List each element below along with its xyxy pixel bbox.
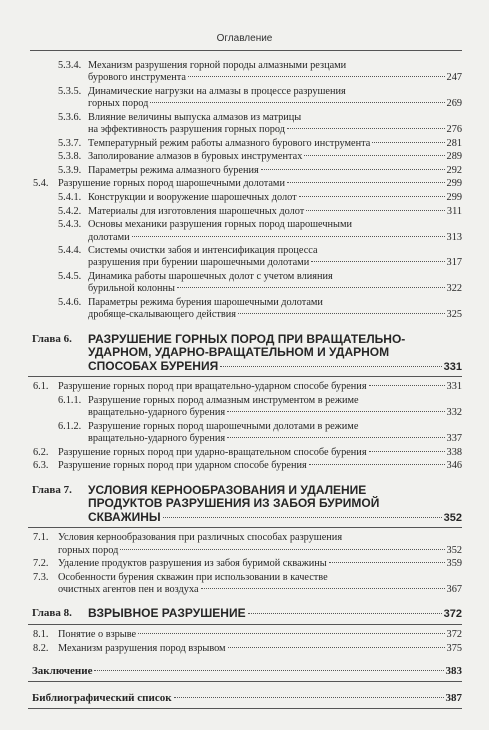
running-head: Оглавление (216, 33, 273, 44)
dot-leader (227, 436, 444, 438)
toc-entry (28, 271, 462, 296)
toc-entry-title: Разрушение горных пород при вращательно-ударном способе бурения (58, 381, 367, 393)
toc-page-number: 269 (446, 98, 462, 110)
dot-leader (228, 646, 445, 648)
toc-entry-line (88, 309, 462, 321)
toc-entry (28, 460, 462, 472)
toc-entry (28, 572, 462, 597)
dot-leader (238, 312, 445, 314)
toc-page-number: 372 (446, 629, 462, 640)
toc-entry-line (58, 178, 462, 190)
dot-leader (287, 127, 445, 129)
toc-entry-line (88, 360, 462, 375)
toc-entry-line (88, 607, 462, 622)
toc-entry-number: 7.3. (33, 571, 49, 583)
toc-entry-title: Заключение (32, 664, 93, 677)
toc-entry-title: СПОСОБАХ БУРЕНИЯ (88, 358, 219, 373)
toc-entry (28, 151, 462, 163)
toc-entry-title: ПРОДУКТОВ РАЗРУШЕНИЯ ИЗ ЗАБОЯ БУРИМОЙ (88, 496, 380, 511)
dot-leader (132, 235, 445, 237)
toc-entry-title: долотами (88, 231, 130, 243)
toc-entry-title: Системы очистки забоя и интенсификация процесса (88, 245, 318, 257)
toc-backmatter (28, 661, 462, 682)
toc-page-number: 313 (446, 231, 462, 243)
dot-leader (150, 101, 444, 103)
toc-entry-line (88, 333, 462, 347)
toc-entry-title: Материалы для изготовления шарошечных долот (88, 205, 305, 217)
toc-entry-title: Динамические нагрузки на алмазы в процессе разрушения (88, 85, 346, 97)
toc-entry-line (88, 407, 462, 419)
toc-entry-line (88, 511, 462, 526)
dot-leader (261, 168, 445, 170)
toc-entry-line (88, 257, 462, 269)
toc-page-number: 359 (446, 558, 462, 570)
toc-entry-line (88, 165, 462, 177)
toc-entry (28, 112, 462, 137)
toc-entry-title: разрушения при бурении шарошечными долотами (88, 257, 310, 269)
toc-entry (28, 629, 462, 641)
toc-entry-line (88, 232, 462, 244)
toc-entry-title: бурового инструмента (88, 72, 186, 84)
toc-entry-number: 5.3.5. (58, 85, 82, 97)
toc-entry-title: Заполирование алмазов в буровых инструментах (88, 151, 303, 163)
toc-entry-number: 5.4.5. (58, 271, 82, 283)
toc-entry-number: 5.3.8. (58, 151, 82, 163)
toc-entry-line (88, 124, 462, 136)
toc-entry-title: Разрушение горных пород алмазным инструментом в режиме (88, 394, 359, 406)
toc-entry-title: вращательно-ударного бурения (88, 407, 226, 419)
toc-entry-title: Параметры режима алмазного бурения (88, 164, 259, 176)
toc-chapter (28, 605, 462, 625)
toc-entry-line (88, 192, 462, 204)
toc-entry-line (58, 572, 462, 584)
toc-entry-line (88, 98, 462, 110)
toc-entry-line (88, 271, 462, 283)
dot-leader (138, 632, 444, 634)
toc-entry (28, 395, 462, 420)
toc-entry-title: на эффективность разрушения горных пород (88, 124, 285, 136)
dot-leader (287, 181, 445, 183)
toc-page-number: 352 (443, 511, 462, 524)
toc-page-number: 311 (446, 205, 462, 217)
toc-page-number: 299 (446, 178, 462, 190)
toc-entry-number: 8.2. (33, 642, 49, 654)
toc-entry-title: Разрушение горных пород при ударно-вращательном способе бурения (58, 446, 367, 458)
toc-entry-title: Механизм разрушения пород взрывом (58, 642, 226, 654)
toc-entry (28, 60, 462, 85)
dot-leader (306, 209, 445, 211)
toc-page-number: 289 (446, 151, 462, 163)
toc-entry (28, 192, 462, 204)
toc-entry-title: вращательно-ударного бурения (88, 433, 226, 445)
toc-entry-line (88, 346, 462, 360)
toc-page-number: 367 (446, 584, 462, 596)
toc-entry (28, 421, 462, 446)
toc-entry-title: Параметры режима бурения шарошечными долотами (88, 296, 323, 308)
toc-page-number: 281 (446, 137, 462, 149)
toc-entry (28, 447, 462, 459)
toc-entry (28, 138, 462, 150)
toc-entry-line (88, 72, 462, 84)
toc-entry-number: 6.1.1. (58, 394, 82, 406)
toc-entry-number: 5.4.4. (58, 245, 82, 257)
toc-entry-line (88, 86, 462, 98)
toc-entry (28, 165, 462, 177)
toc-entry-title: УСЛОВИЯ КЕРНООБРАЗОВАНИЯ И УДАЛЕНИЕ (88, 482, 367, 497)
toc-page-number: 331 (443, 360, 462, 373)
toc-entry (28, 219, 462, 244)
toc-entry-title: Особенности бурения скважин при использовании в качестве (58, 571, 328, 583)
toc-entry-title: Механизм разрушения горной породы алмазными резцами (88, 60, 347, 71)
toc-backmatter (28, 688, 462, 709)
toc-page-number: 247 (446, 72, 462, 84)
toc-entry-line (88, 283, 462, 295)
toc-entry-title: Влияние величины выпуска алмазов из матрицы (88, 111, 302, 123)
dot-leader (299, 195, 445, 197)
toc-entry (28, 178, 462, 190)
toc-entry-line (88, 245, 462, 257)
toc-entry-title: Удаление продуктов разрушения из забоя буримой скважины (58, 558, 327, 570)
toc-entry-number: 5.4.3. (58, 219, 82, 231)
toc-entry-line (88, 433, 462, 445)
toc-entry-number: Глава 6. (32, 332, 72, 345)
toc-entry (28, 643, 462, 655)
toc-entry-number: 5.3.9. (58, 164, 82, 176)
toc-chapter (28, 331, 462, 378)
toc-entry (28, 297, 462, 322)
toc-entry-number: Глава 8. (32, 607, 72, 620)
toc-entry-line (58, 558, 462, 570)
toc-entry-number: 5.4.2. (58, 205, 82, 217)
toc-page-number: 292 (446, 164, 462, 176)
toc-entry-title: Понятие о взрыве (58, 629, 137, 640)
toc-entry-line (88, 421, 462, 433)
dot-leader (329, 561, 445, 563)
toc-page-number: 317 (446, 257, 462, 269)
toc-page-number: 387 (445, 691, 462, 704)
dot-leader (227, 410, 444, 412)
toc-entry-number: Глава 7. (32, 483, 72, 496)
toc-entry (28, 381, 462, 393)
dot-leader (201, 587, 445, 589)
toc-entry-title: Разрушение горных пород при ударном способе бурения (58, 460, 307, 472)
toc-entry (28, 558, 462, 570)
toc-entry-title: Динамика работы шарошечных долот с учетом влияния (88, 271, 333, 283)
toc-entry-number: 7.2. (33, 558, 49, 570)
toc-entry-line (32, 665, 462, 678)
header-rule (30, 50, 462, 51)
toc-entry-line (58, 532, 462, 544)
dot-leader (304, 154, 444, 156)
toc-chapter (28, 482, 462, 529)
toc-entry (28, 206, 462, 218)
dot-leader (311, 260, 444, 262)
toc-page-number: 337 (446, 433, 462, 445)
dot-leader (163, 516, 442, 518)
toc-entry-title: дробяще-скалывающего действия (88, 309, 236, 321)
toc-page-number: 331 (446, 381, 462, 393)
dot-leader (177, 286, 445, 288)
dot-leader (248, 612, 442, 614)
toc-entry-number: 6.1. (33, 381, 49, 393)
toc-entry-line (58, 629, 462, 641)
toc-entry-number: 5.4.6. (58, 296, 82, 308)
toc-entry (28, 532, 462, 557)
toc-page-number: 332 (446, 407, 462, 419)
toc-entry-title: очистных агентов пен и воздуха (58, 584, 199, 596)
toc-entry-line (32, 692, 462, 705)
dot-leader (188, 75, 445, 77)
toc-entry-title: Конструкции и вооружение шарошечных долот (88, 192, 297, 204)
toc-entry-title: Условия кернообразования при различных способах разрушения (58, 532, 343, 544)
toc-entry-number: 5.3.6. (58, 111, 82, 123)
toc-entry-line (88, 297, 462, 309)
toc-entry-number: 5.3.4. (58, 60, 82, 71)
toc-page-number: 352 (446, 544, 462, 556)
toc-entry-title: бурильной колонны (88, 283, 175, 295)
dot-leader (94, 669, 443, 671)
toc-entry-number: 6.1.2. (58, 420, 82, 432)
dot-leader (369, 450, 445, 452)
toc-page-number: 372 (443, 608, 462, 621)
toc-entry-title: РАЗРУШЕНИЕ ГОРНЫХ ПОРОД ПРИ ВРАЩАТЕЛЬНО- (88, 331, 406, 346)
toc-entry-title: Разрушение горных пород шарошечными долотами в режиме (88, 420, 359, 432)
toc-entry-line (58, 643, 462, 655)
toc-entry-number: 5.4.1. (58, 192, 82, 204)
toc-entry-title: Библиографический список (32, 691, 172, 704)
toc-page-number: 322 (446, 283, 462, 295)
toc-entry-title: СКВАЖИНЫ (88, 509, 161, 524)
toc-entry-line (58, 460, 462, 472)
table-of-contents (28, 60, 462, 715)
toc-entry-number: 6.2. (33, 446, 49, 458)
toc-page-number: 325 (446, 309, 462, 321)
toc-entry-title: Разрушение горных пород шарошечными долотами (58, 178, 285, 190)
toc-entry-line (88, 112, 462, 124)
toc-entry-title: горных пород (88, 98, 149, 110)
dot-leader (372, 141, 444, 143)
toc-entry-number: 6.3. (33, 460, 49, 472)
toc-page-number: 276 (446, 124, 462, 136)
dot-leader (369, 384, 445, 386)
toc-entry-line (88, 206, 462, 218)
toc-page-number: 338 (446, 446, 462, 458)
toc-page-number: 375 (446, 642, 462, 654)
toc-entry-number: 5.3.7. (58, 137, 82, 149)
toc-entry-title: ВЗРЫВНОЕ РАЗРУШЕНИЕ (88, 606, 246, 621)
toc-entry-line (88, 395, 462, 407)
toc-entry-number: 5.4. (33, 178, 49, 190)
toc-entry-line (58, 584, 462, 596)
toc-entry-number: 7.1. (33, 532, 49, 544)
toc-page-number: 346 (446, 460, 462, 472)
toc-entry-title: Основы механики разрушения горных пород шарошечными (88, 219, 352, 231)
toc-entry (28, 245, 462, 270)
toc-entry-line (58, 545, 462, 557)
toc-page-number: 299 (446, 192, 462, 204)
toc-entry-line (88, 60, 462, 72)
dot-leader (120, 548, 444, 550)
toc-entry-number: 8.1. (33, 629, 49, 640)
dot-leader (220, 365, 441, 367)
toc-entry-line (88, 151, 462, 163)
toc-entry-title: УДАРНОМ, УДАРНО-ВРАЩАТЕЛЬНОМ И УДАРНОМ (88, 345, 390, 360)
toc-page-number: 383 (445, 664, 462, 677)
toc-entry-line (88, 138, 462, 150)
dot-leader (309, 463, 445, 465)
toc-entry-line (58, 447, 462, 459)
toc-entry-title: горных пород (58, 544, 119, 556)
toc-entry-line (88, 497, 462, 511)
toc-entry-line (88, 219, 462, 231)
dot-leader (174, 696, 444, 698)
toc-entry-line (58, 381, 462, 393)
toc-entry (28, 86, 462, 111)
toc-entry-title: Температурный режим работы алмазного бурового инструмента (88, 137, 371, 149)
